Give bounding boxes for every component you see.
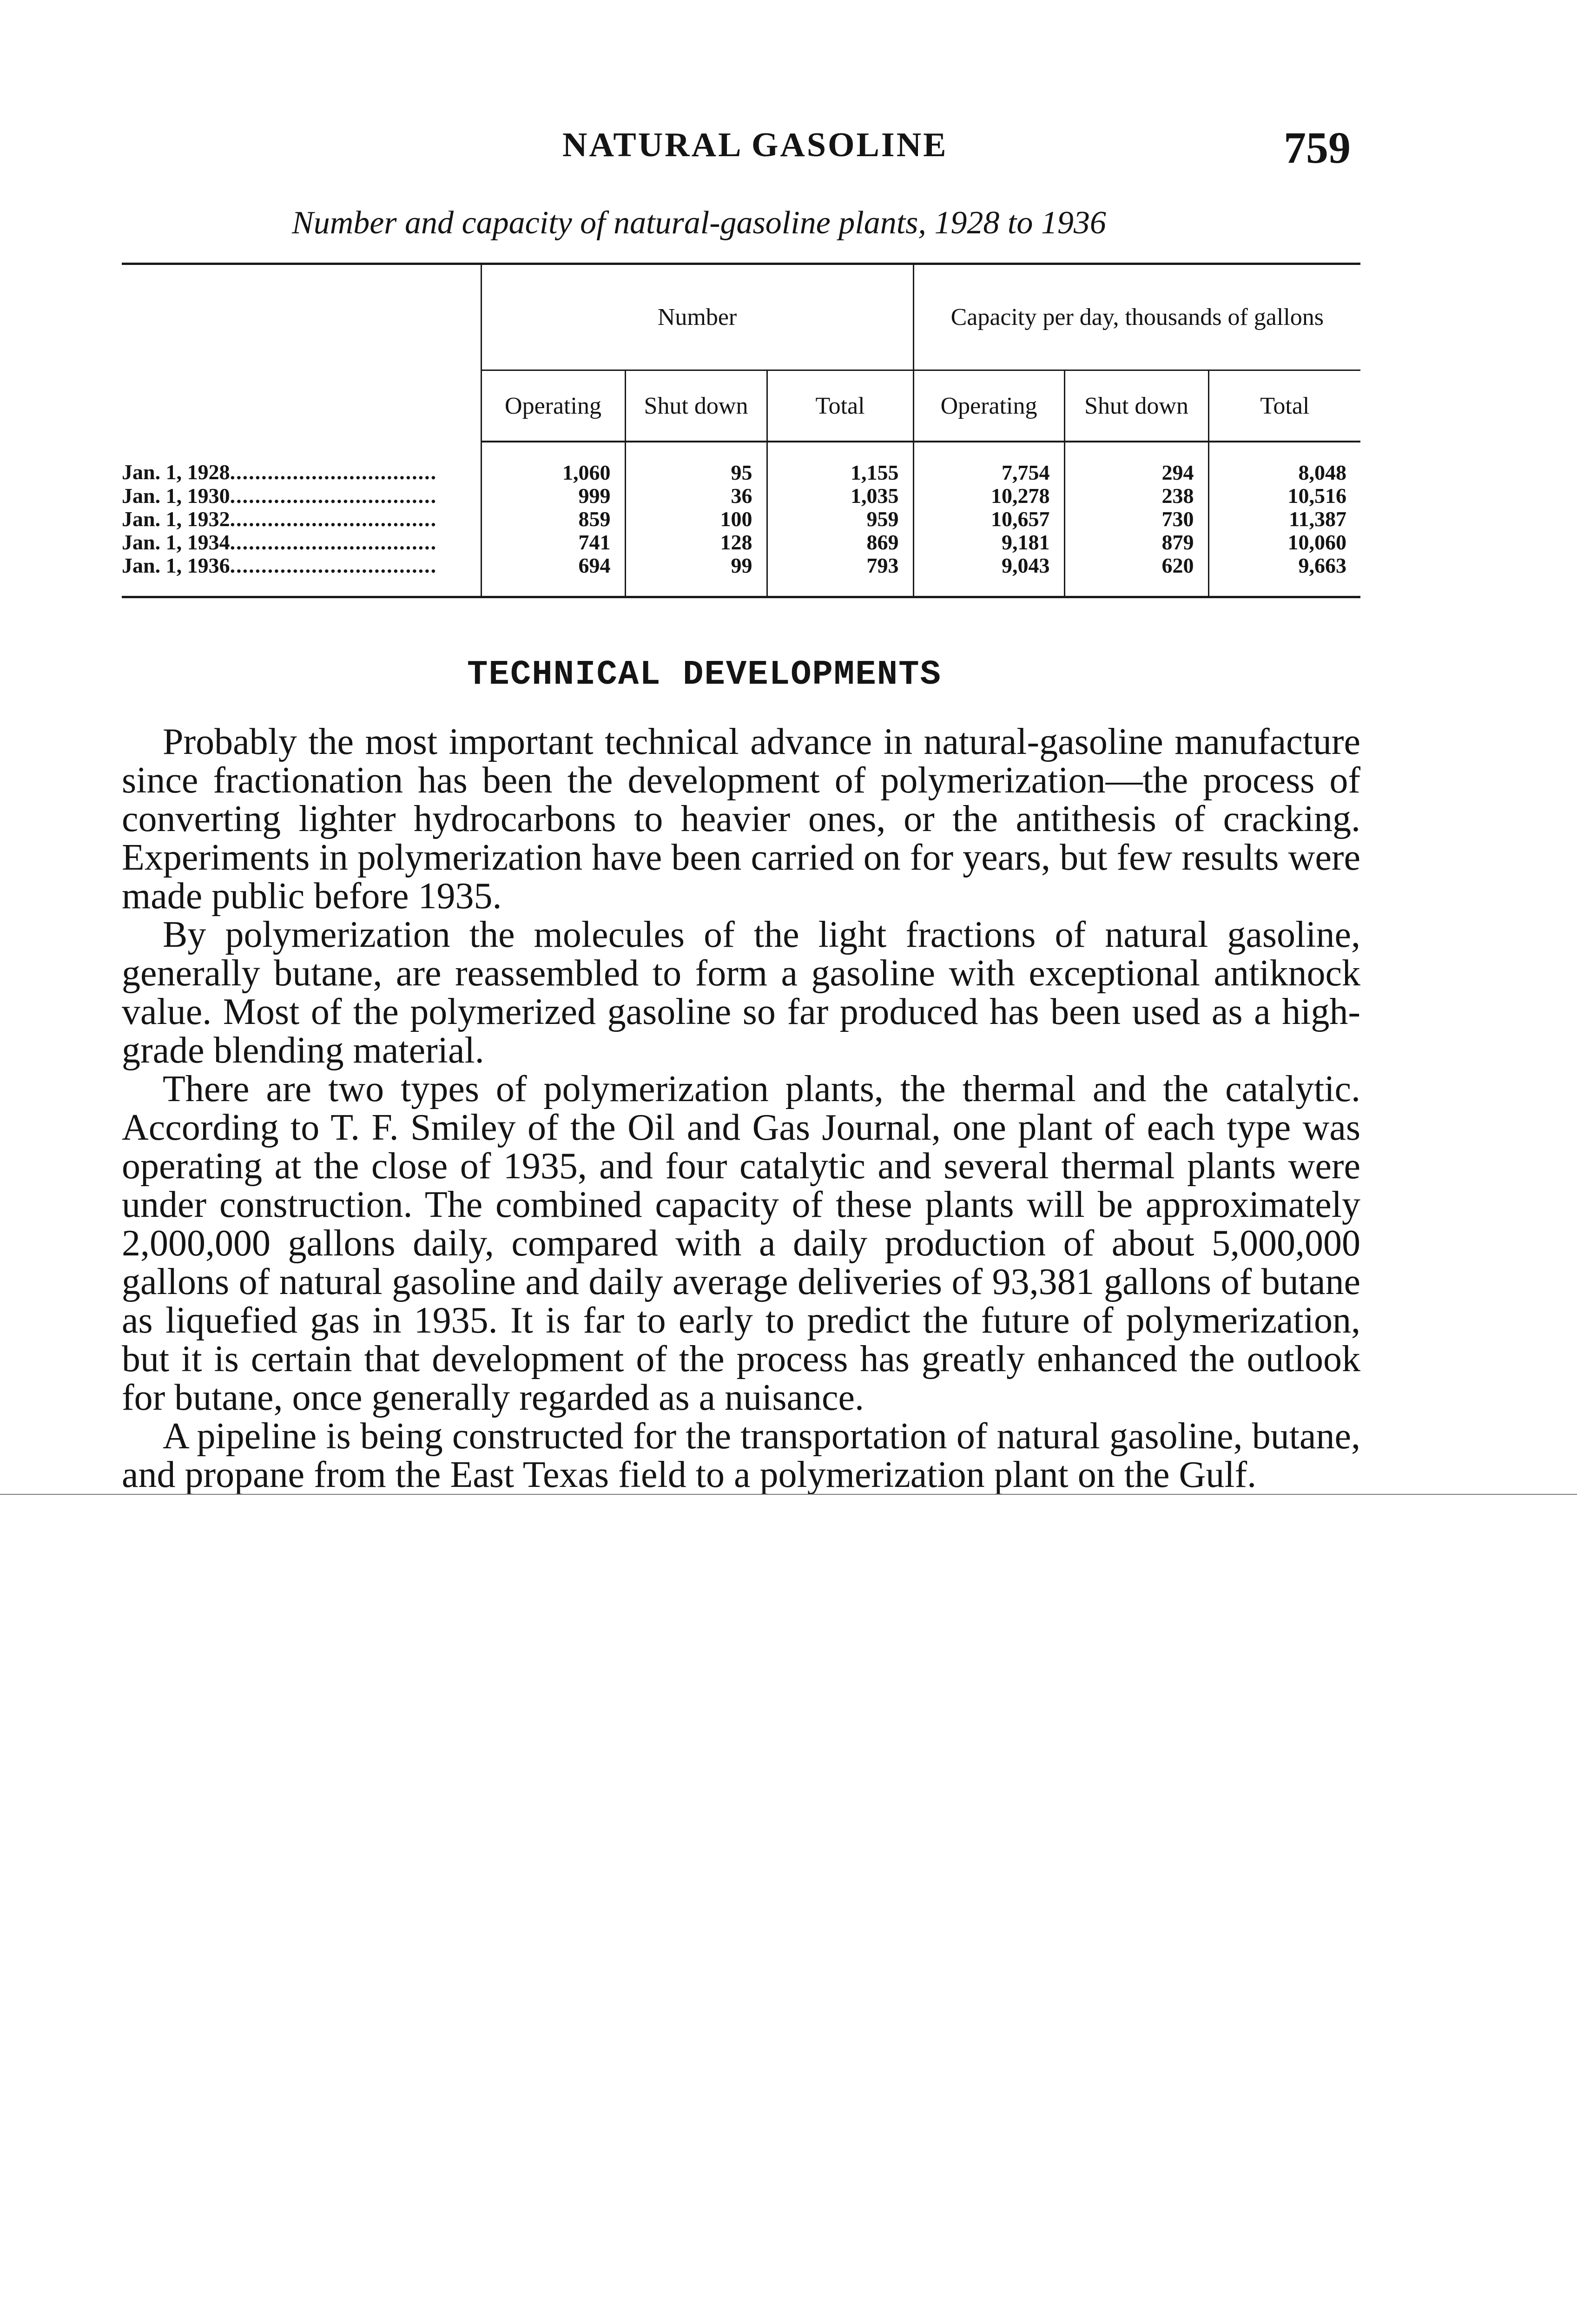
column-header-capacity-operating: Operating bbox=[913, 370, 1064, 442]
table-cell: 9,043 bbox=[913, 554, 1064, 596]
table-cell: 694 bbox=[481, 554, 625, 596]
table-cell: 730 bbox=[1064, 508, 1208, 531]
paragraph: There are two types of polymerization plants, the thermal and the catalytic. According to T. F. Smiley of the Oil and Gas Journal, one plant of each type was operating at the close of 1935, and four catalytic and several thermal plants were under construction. The combined capacity of these plants will be approximately 2,000,000 gallons daily, compared with a daily production of about 5,000,000 gallons of natural gasoline and daily average deliveries of 93,381 gallons of butane as liquefied gas in 1935. It is far to early to predict the future of polymerization, but it is certain that development of the process has greatly enhanced the outlook for butane, once generally regarded as a nuisance. bbox=[122, 1069, 1360, 1418]
column-header-number-total: Total bbox=[767, 370, 913, 442]
table-row bbox=[122, 531, 1360, 554]
table-cell: 620 bbox=[1064, 554, 1208, 596]
table-cell: 9,663 bbox=[1208, 554, 1360, 596]
column-header-capacity-shut-down: Shut down bbox=[1064, 370, 1208, 442]
group-header-capacity: Capacity per day, thousands of gallons bbox=[913, 265, 1360, 370]
scan-artifact-line bbox=[0, 1494, 1577, 1495]
column-header-number-shut-down: Shut down bbox=[625, 370, 767, 442]
table-stub-header bbox=[122, 265, 481, 442]
table-cell: 959 bbox=[767, 508, 913, 531]
table-cell: 859 bbox=[481, 508, 625, 531]
table-row bbox=[122, 554, 1360, 596]
column-header-capacity-total: Total bbox=[1208, 370, 1360, 442]
table-cell: 10,516 bbox=[1208, 484, 1360, 508]
table-cell: 99 bbox=[625, 554, 767, 596]
table-cell: 95 bbox=[625, 442, 767, 484]
table-cell: 1,155 bbox=[767, 442, 913, 484]
paragraph: By polymerization the molecules of the light fractions of natural gasoline, generally butane, are reassembled to form a gasoline with exceptional antiknock value. Most of the polymerized gasoline so far produced has been used as a high-grade blending material. bbox=[122, 914, 1360, 1071]
table-bottom-rule bbox=[122, 596, 1360, 598]
table-cell: 879 bbox=[1064, 531, 1208, 554]
table-cell: 10,657 bbox=[913, 508, 1064, 531]
data-table-container bbox=[122, 263, 1360, 598]
leader-dots: ................................. bbox=[230, 484, 437, 508]
row-date: Jan. 1, 1934 bbox=[122, 531, 230, 554]
table-cell: 7,754 bbox=[913, 442, 1064, 484]
table-cell: 10,278 bbox=[913, 484, 1064, 508]
table-cell: 238 bbox=[1064, 484, 1208, 508]
table-caption: Number and capacity of natural-gasoline plants, 1928 to 1936 bbox=[292, 205, 1106, 241]
page-number: 759 bbox=[1284, 123, 1351, 172]
leader-dots: ................................. bbox=[230, 508, 437, 531]
table-cell: 869 bbox=[767, 531, 913, 554]
row-date: Jan. 1, 1936 bbox=[122, 554, 230, 577]
body-text bbox=[122, 723, 1360, 1494]
leader-dots: ................................. bbox=[230, 531, 437, 554]
table-cell: 1,035 bbox=[767, 484, 913, 508]
row-date: Jan. 1, 1930 bbox=[122, 484, 230, 508]
section-heading: TECHNICAL DEVELOPMENTS bbox=[467, 655, 942, 694]
plants-table bbox=[122, 265, 1360, 596]
table-cell: 294 bbox=[1064, 442, 1208, 484]
table-row bbox=[122, 508, 1360, 531]
table-cell: 36 bbox=[625, 484, 767, 508]
table-cell: 1,060 bbox=[481, 442, 625, 484]
table-cell: 128 bbox=[625, 531, 767, 554]
table-cell: 8,048 bbox=[1208, 442, 1360, 484]
table-group-header-row bbox=[122, 265, 1360, 370]
table-cell: 741 bbox=[481, 531, 625, 554]
table-cell: 999 bbox=[481, 484, 625, 508]
table-cell: 9,181 bbox=[913, 531, 1064, 554]
table-cell: 11,387 bbox=[1208, 508, 1360, 531]
table-row bbox=[122, 442, 1360, 484]
table-row bbox=[122, 484, 1360, 508]
leader-dots: ................................. bbox=[230, 460, 437, 484]
table-cell: 10,060 bbox=[1208, 531, 1360, 554]
table-cell: 793 bbox=[767, 554, 913, 596]
table-cell: 100 bbox=[625, 508, 767, 531]
leader-dots: ................................. bbox=[230, 554, 437, 577]
group-header-number: Number bbox=[481, 265, 913, 370]
running-head: NATURAL GASOLINE bbox=[562, 126, 948, 164]
paragraph: A pipeline is being constructed for the transportation of natural gasoline, butane, and propane from the East Texas field to a polymerization plant on the Gulf. bbox=[122, 1416, 1360, 1495]
row-date: Jan. 1, 1928 bbox=[122, 460, 230, 484]
row-date: Jan. 1, 1932 bbox=[122, 508, 230, 531]
paragraph: Probably the most important technical advance in natural-gasoline manufacture since fractionation has been the development of polymerization—the process of converting lighter hydrocarbons to heavier ones, or the antithesis of cracking. Experiments in polymerization have been carried on for years, but few results were made public before 1935. bbox=[122, 721, 1360, 917]
column-header-number-operating: Operating bbox=[481, 370, 625, 442]
